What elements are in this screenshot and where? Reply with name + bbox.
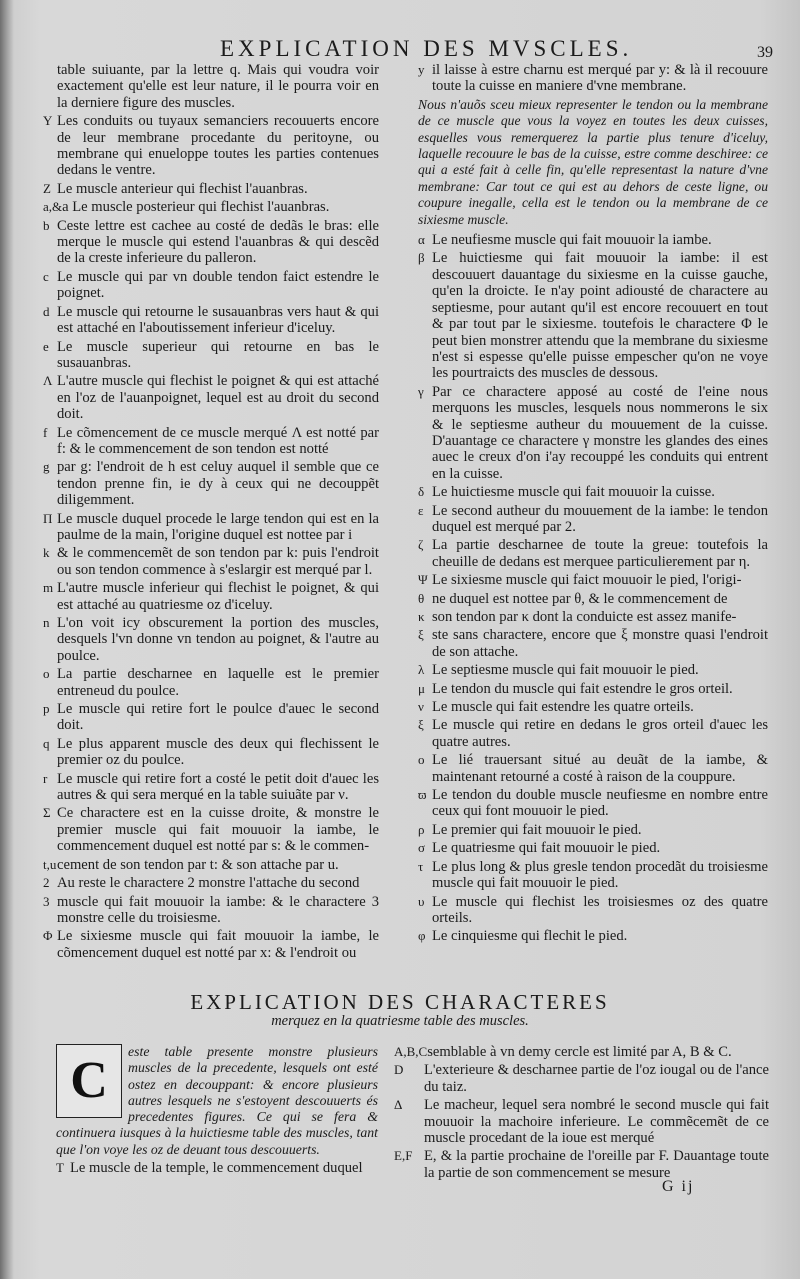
entry-marker: Z: [43, 180, 51, 196]
entry-marker: q: [43, 735, 50, 751]
entry-text: Le plus long & plus gresle tendon procedãt du troisiesme muscle qui fait mouuoir le pied.: [432, 858, 768, 892]
entry-marker: g: [43, 459, 50, 475]
section-left-entry: [56, 1160, 378, 1176]
entry: [418, 662, 768, 678]
entry: [418, 484, 768, 500]
entry-text: Le muscle qui retourne le susauanbras vers haut & qui est attaché en l'aboutissement inferieur d'iceluy.: [57, 303, 379, 337]
entry-marker: k: [43, 545, 50, 561]
entry: [418, 787, 768, 820]
entry-text: L'exterieure & descharnee partie de l'oz iougal ou de l'ance du taiz.: [424, 1062, 769, 1095]
entry-marker: E,F: [394, 1148, 413, 1164]
entry: [43, 875, 379, 891]
entry-text: & le commencemẽt de son tendon par k: puis l'endroit ou son tendon commence à s'eslargir est merqué par l.: [57, 545, 379, 578]
entry: [43, 199, 379, 215]
entry: [43, 666, 379, 699]
entry: [418, 503, 768, 536]
entry-text: table suiuante, par la lettre q. Mais qui voudra voir exactement qu'elle est leur nature, il le pourra voir en la derniere figure des muscles.: [57, 62, 379, 111]
entry-marker: θ: [418, 590, 425, 606]
entry-text: L'autre muscle qui flechist le poignet & qui est attaché en l'oz de l'auanpoignet, lequel est au droit du second doit.: [57, 373, 379, 423]
section-intro: este table presente monstre plusieurs muscles de la precedente, lesquels ont esté ostez en decouppant: & encore plusieurs autres lesquels ne s'estoyent descouuerts és precedentes figures. Ce qui se fera & continuera iusques à la huictiesme table des muscles, tant que l'on voye les oz de deuant tous descouuerts.: [56, 1044, 378, 1157]
entry-text: Le macheur, lequel sera nombré le second muscle qui fait mouuoir la machoire inferieure. Le commẽcemẽt de ce muscle procedant de la ioue est merqué: [424, 1097, 769, 1147]
entry-marker: p: [43, 701, 50, 717]
entry: [43, 459, 379, 508]
entry-text: semblable à vn demy cercle est limité par A, B & C.: [427, 1044, 732, 1060]
right-column-top: [418, 62, 768, 95]
entry: [418, 859, 768, 892]
entry: [43, 545, 379, 578]
entry-text: La partie descharnee de toute la greue: toutefois la cheuille de dedans est merquee particulierement par η.: [432, 537, 768, 570]
entry: [418, 822, 768, 838]
entry: [43, 339, 379, 372]
entry-text: Le huictiesme qui fait mouuoir la iambe: il est descouuert dauantage du sixiesme en la cuisse gauche, qu'en la droicte. Ie n'ay point adiousté de charactere au septiesme, pour autant qu'il est encore recouuert en tout & par tout par le sixiesme. toutefois le charactere Φ le peut bien monstrer attendu que la membrane du sixiesme n'est si espesse qu'elle puisse empescher qu'on ne voye les pourtraicts des muscles de dessous.: [432, 250, 768, 382]
entry-text: Le muscle duquel procede le large tendon qui est en la paulme de la main, l'origine duquel est nottee par i: [57, 510, 379, 543]
entry-text: L'on voit icy obscurement la portion des muscles, desquels l'vn donne vn tendon au poignet, & l'autre au poulce.: [57, 615, 379, 664]
entry-marker: T: [56, 1160, 64, 1176]
entry-marker: δ: [418, 484, 425, 500]
entry: [43, 373, 379, 422]
entry-marker: o: [43, 666, 50, 682]
entry-text: Le septiesme muscle qui fait mouuoir le pied.: [432, 662, 699, 679]
entry-text: E, & la partie prochaine de l'oreille par F. Dauantage toute la partie de son commencement se mesure: [424, 1148, 769, 1181]
right-column: [418, 62, 768, 947]
entry: [418, 717, 768, 750]
entry-text: La partie descharnee en laquelle est le premier entreneud du poulce.: [57, 666, 379, 699]
entry-marker: Λ: [43, 373, 53, 389]
page-number: 39: [757, 44, 773, 61]
entry-text: Le tendon du muscle qui fait estendre le gros orteil.: [432, 680, 733, 697]
entry: [418, 627, 768, 660]
entry-text: Le cinquiesme qui flechit le pied.: [432, 928, 628, 945]
entry-marker: λ: [418, 662, 425, 678]
entry-marker: y: [418, 62, 425, 77]
entry: [418, 752, 768, 785]
entry: [418, 62, 768, 95]
entry-marker: υ: [418, 893, 425, 909]
entry-marker: κ: [418, 609, 425, 624]
entry-text: Le sixiesme muscle qui faict mouuoir le pied, l'origi-: [432, 572, 742, 589]
entry-text: Le tendon du double muscle neufiesme en nombre entre ceux qui font mouuoir le pied.: [432, 787, 768, 820]
entry-text: Le muscle qui fait estendre les quatre orteils.: [432, 699, 694, 716]
entry-marker: Π: [43, 510, 53, 526]
entry-marker: Δ: [394, 1097, 403, 1113]
entry: [43, 269, 379, 302]
entry: [43, 894, 379, 927]
entry-marker: n: [43, 615, 50, 630]
left-column: [43, 62, 379, 963]
entry-marker: t,u: [43, 856, 57, 872]
entry-marker: a,&: [43, 199, 63, 215]
entry: [394, 1044, 769, 1060]
entry-text: Le sixiesme muscle qui fait mouuoir la iambe, le cõmencement duquel est notté par x: & l'endroit ou: [57, 928, 379, 961]
entry-marker: Ψ: [418, 572, 428, 588]
entry: [43, 580, 379, 613]
entry-marker: ϖ: [418, 787, 427, 803]
entry-text: Le muscle qui par vn double tendon faict estendre le poignet.: [57, 268, 379, 302]
entry-text: Le muscle qui retire fort le poulce d'auec le second doit.: [57, 701, 379, 734]
ornamental-initial: C: [56, 1044, 122, 1118]
entry-text: Ce charactere est en la cuisse droite, & monstre le premier muscle qui fait mouuoir la iambe, le commencement duquel est notté par s: & le commen-: [57, 805, 379, 855]
section-heading: [0, 990, 800, 1030]
entry-marker: c: [43, 268, 49, 284]
entry: [418, 609, 768, 625]
entry: [394, 1097, 769, 1146]
entry-marker: 3: [43, 893, 50, 909]
entry: [43, 701, 379, 734]
entry: [43, 511, 379, 544]
entry-text: Le muscle qui flechist les troisiesmes oz des quatre orteils.: [432, 893, 768, 926]
entry-text: Les conduits ou tuyaux semanciers recouuerts encore de leur membrane procedante du peritoyne, ou membrane qui enueloppe toutes les parties contenues dedans le ventre.: [57, 113, 379, 179]
entry-marker: d: [43, 303, 50, 319]
entry-text: Le neufiesme muscle qui fait mouuoir la iambe.: [432, 232, 712, 249]
entry-marker: σ: [418, 840, 426, 856]
right-column-entries: [418, 232, 768, 945]
entry-marker: γ: [418, 383, 424, 399]
entry: [418, 250, 768, 381]
entry-text: Le plus apparent muscle des deux qui flechissent le premier oz du poulce.: [57, 735, 379, 769]
entry-text: Le muscle qui retire fort a costé le petit doit d'auec les autres & qui sera merqué en la table suiuãte par ν.: [57, 770, 379, 804]
entry-text: par g: l'endroit de h est celuy auquel il semble que ce tendon prenne fin, ie dy à ceux qui ne decouppẽt diligemment.: [57, 459, 379, 509]
entry-text: il laisse à estre charnu est merqué par y: & là il recouure toute la cuisse en maniere d'vne membrane.: [432, 62, 768, 95]
entry: [43, 857, 379, 873]
entry-marker: ε: [418, 502, 424, 518]
entry: [418, 384, 768, 482]
entry-text: Le second autheur du mouuement de la iambe: le tendon duquel est merqué par 2.: [432, 502, 768, 535]
entry-marker: D: [394, 1062, 404, 1078]
entry-text: Le huictiesme muscle qui fait mouuoir la cuisse.: [432, 484, 715, 501]
entry-marker: ο: [418, 752, 425, 768]
entry-marker: r: [43, 770, 48, 786]
entry-text: Au reste le charactere 2 monstre l'attache du second: [57, 875, 360, 892]
entry-text: a Le muscle posterieur qui flechist l'auanbras.: [62, 199, 330, 216]
editorial-note: Nous n'auõs sceu mieux representer le tendon ou la membrane de ce muscle que vous la voyez en toutes les deux cuisses, esquelles vous remerquerez la partie plus tenure d'iceluy, laquelle recouure le bas de la cuisse, estre comme deschiree: ce qui a esté fait à celle fin, qu'elle representast la nature d'vne membrane: Car tout ce qui est au dehors de ceste ligne, ou coupure inegalle, cella est le tendon ou la membrane de ce sixiesme muscle.: [418, 96, 768, 227]
entry-text: Ceste lettre est cachee au costé de dedãs le bras: elle merque le muscle qui estend l'auanbras & qui descẽd de la creste inferieure du palleron.: [57, 217, 379, 267]
running-title: EXPLICATION DES MVSCLES.: [220, 36, 633, 61]
entry-text: Le muscle qui retire en dedans le gros orteil d'auec les quatre autres.: [432, 717, 768, 750]
entry: [43, 113, 379, 179]
entry-marker: τ: [418, 858, 424, 874]
entry: [43, 736, 379, 769]
entry-text: Le muscle superieur qui retourne en bas le susauanbras.: [57, 338, 379, 371]
entry-text: ste sans charactere, encore que ξ monstre quasi l'endroit de son attache.: [432, 627, 768, 660]
entry-text: Le quatriesme qui fait mouuoir le pied.: [432, 840, 661, 857]
entry-marker: f: [43, 424, 48, 440]
entry-marker: ρ: [418, 821, 425, 837]
entry-marker: β: [418, 250, 425, 266]
entry-marker: 2: [43, 875, 50, 891]
entry: [43, 181, 379, 197]
entry-marker: Y: [43, 113, 53, 129]
entry: [43, 218, 379, 267]
entry: [43, 62, 379, 111]
entry: [418, 537, 768, 570]
signature-mark: G ij: [662, 1178, 695, 1195]
entry: [418, 681, 768, 697]
entry: [418, 591, 768, 607]
entry-text: Le lié trauersant situé au deuãt de la iambe, & maintenant retourné a costé à raison de la couppure.: [432, 752, 768, 785]
entry-marker: ξ: [418, 627, 424, 643]
entry: [418, 928, 768, 944]
entry: [43, 304, 379, 337]
entry-text: ne duquel est nottee par θ, & le commencement de: [432, 590, 728, 607]
entry-text: Le cõmencement de ce muscle merqué Λ est notté par f: & le commencement de son tendon est notté: [57, 424, 379, 457]
entry: [43, 771, 379, 804]
entry-marker: ν: [418, 699, 424, 715]
entry-marker: Σ: [43, 805, 51, 821]
entry-marker: ζ: [418, 537, 424, 553]
entry-text: Le muscle de la temple, le commencement duquel: [70, 1160, 363, 1177]
section-left-column: [56, 1044, 378, 1178]
entry-marker: ξ: [418, 717, 424, 733]
entry: [43, 928, 379, 961]
entry: [418, 840, 768, 856]
entry-marker: α: [418, 232, 425, 248]
entry: [43, 805, 379, 854]
section-title: EXPLICATION DES CHARACTERES: [190, 990, 610, 1014]
entry-marker: m: [43, 580, 54, 596]
entry: [418, 572, 768, 588]
entry: [394, 1148, 769, 1181]
entry-marker: Φ: [43, 928, 53, 944]
entry-text: Par ce charactere apposé au costé de l'eine nous merquons les muscles, lesquels nous nommerons le six & le septiesme autheur du mouuement de la cuisse. D'auantage ce charactere γ monstre les glandes des eines auec le creux d'on i'ay recouppé les conduits qui entrent en la cuisse.: [432, 383, 768, 482]
entry: [43, 425, 379, 458]
entry: [418, 699, 768, 715]
entry-marker: φ: [418, 928, 426, 944]
entry-text: Le premier qui fait mouuoir le pied.: [432, 821, 642, 838]
entry-marker: b: [43, 217, 50, 233]
entry: [394, 1062, 769, 1095]
entry-text: Le muscle anterieur qui flechist l'auanbras.: [57, 180, 308, 197]
section-subtitle: merquez en la quatriesme table des muscles.: [271, 1013, 529, 1029]
entry-marker: μ: [418, 680, 425, 696]
entry-text: son tendon par κ dont la conduicte est assez manife-: [432, 609, 737, 625]
entry: [418, 232, 768, 248]
entry-text: cement de son tendon par t: & son attache par u.: [57, 856, 339, 873]
entry-text: muscle qui fait mouuoir la iambe: & le charactere 3 monstre celle du troisiesme.: [57, 893, 379, 926]
entry: [43, 615, 379, 664]
entry-text: L'autre muscle inferieur qui flechist le poignet, & qui est attaché au quatriesme oz d'iceluy.: [57, 580, 379, 613]
entry-marker: A,B,C: [394, 1044, 428, 1059]
entry-marker: e: [43, 338, 49, 354]
section-right-column: [394, 1044, 769, 1183]
entry: [418, 894, 768, 927]
